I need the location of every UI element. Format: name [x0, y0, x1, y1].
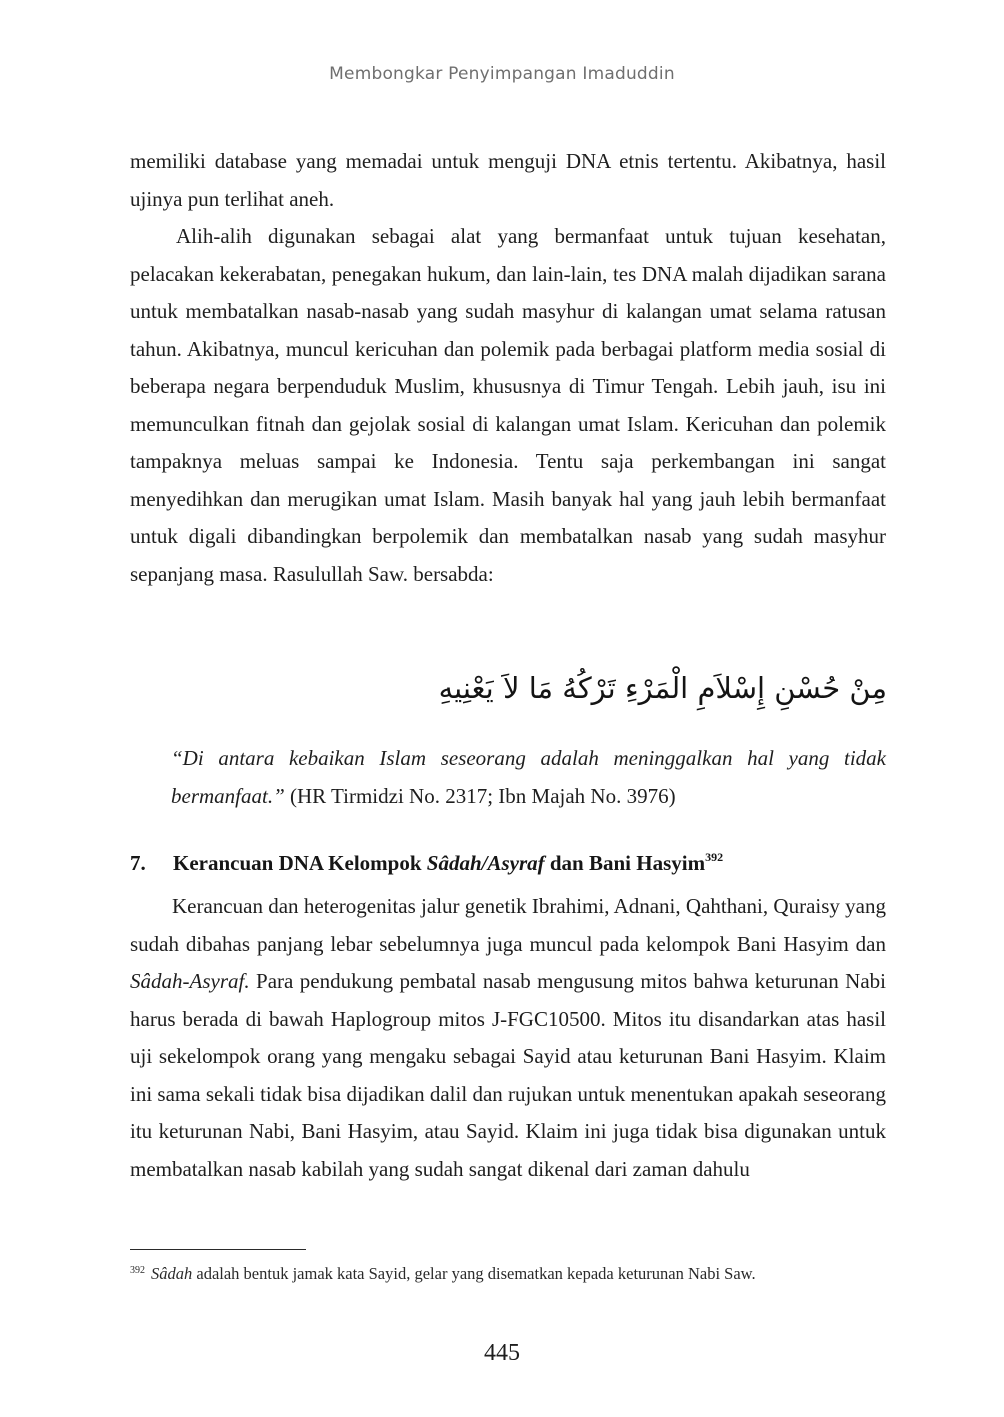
section-title-part-2: dan Bani Hasyim: [544, 851, 706, 875]
footnote: [130, 1261, 890, 1287]
body-text-lower: [130, 888, 886, 1188]
footnote-divider: [130, 1249, 306, 1250]
paragraph-bani-hasyim-part-2: Para pendukung pembatal nasab mengusung mitos bahwa keturunan Nabi harus berada di bawah Haplogroup mitos J-FGC10500. Mitos itu disandarkan atas hasil uji sekelompok orang yang mengaku sebagai Sayid atau keturunan Bani Hasyim. Klaim ini sama sekali tidak bisa dijadikan dalil dan rujukan untuk menentukan apakah seseorang itu keturunan Nabi, Bani Hasyim, atau Sayid. Klaim ini juga tidak bisa digunakan untuk membatalkan nasab kabilah yang sudah sangat dikenal dari zaman dahulu: [130, 969, 886, 1181]
hadith-citation: (HR Tirmidzi No. 2317; Ibn Majah No. 3976): [284, 784, 676, 808]
footnote-reference[interactable]: 392: [705, 850, 724, 864]
body-text-upper: [130, 143, 886, 593]
running-header: Membongkar Penyimpangan Imaduddin: [329, 64, 675, 84]
section-heading: [130, 847, 886, 879]
hadith-translation-quote: “Di antara kebaikan Islam seseorang adalah meninggalkan hal yang tidak bermanfaat.”: [171, 746, 886, 808]
paragraph-bani-hasyim-part-1: Kerancuan dan heterogenitas jalur genetik Ibrahimi, Adnani, Qahthani, Quraisy yang sudah dibahas panjang lebar sebelumnya juga muncul pada kelompok Bani Hasyim dan: [130, 894, 886, 956]
footnote-number: 392: [130, 1265, 145, 1276]
paragraph-dna-polemic: Alih-alih digunakan sebagai alat yang bermanfaat untuk tujuan kesehatan, pelacakan kekerabatan, penegakan hukum, dan lain-lain, tes DNA malah dijadikan sarana untuk membatalkan nasab-nasab yang sudah masyhur di kalangan umat selama ratusan tahun. Akibatnya, muncul kericuhan dan polemik pada berbagai platform media sosial di beberapa negara berpenduduk Muslim, khususnya di Timur Tengah. Lebih jauh, isu ini memunculkan fitnah dan gejolak sosial di kalangan umat Islam. Kericuhan dan polemik tampaknya meluas sampai ke Indonesia. Tentu saja perkembangan ini sangat menyedihkan dan merugikan umat Islam. Masih banyak hal yang jauh lebih bermanfaat untuk digali dibandingkan berpolemik dan membatalkan nasab yang sudah masyhur sepanjang masa. Rasulullah Saw. bersabda:: [130, 224, 886, 586]
section-number: 7.: [130, 851, 146, 875]
footnote-text: adalah bentuk jamak kata Sayid, gelar yang disematkan kepada keturunan Nabi Saw.: [192, 1264, 756, 1283]
page-number: 445: [484, 1340, 520, 1366]
footnote-italic-term: Sâdah: [151, 1264, 193, 1283]
paragraph-continued: memiliki database yang memadai untuk menguji DNA etnis tertentu. Akibatnya, hasil ujinya pun terlihat aneh.: [130, 149, 886, 211]
hadith-arabic-text: مِنْ حُسْنِ إِسْلاَمِ الْمَرْءِ تَرْكُهُ مَا لاَ يَعْنِيهِ: [438, 671, 887, 705]
section-title-italic: Sâdah/Asyraf: [426, 851, 545, 875]
paragraph-bani-hasyim: [130, 888, 886, 1188]
section-title-part-1: Kerancuan DNA Kelompok: [173, 851, 427, 875]
paragraph-bani-hasyim-italic: Sâdah-Asyraf.: [130, 969, 250, 993]
hadith-translation: [171, 739, 886, 815]
